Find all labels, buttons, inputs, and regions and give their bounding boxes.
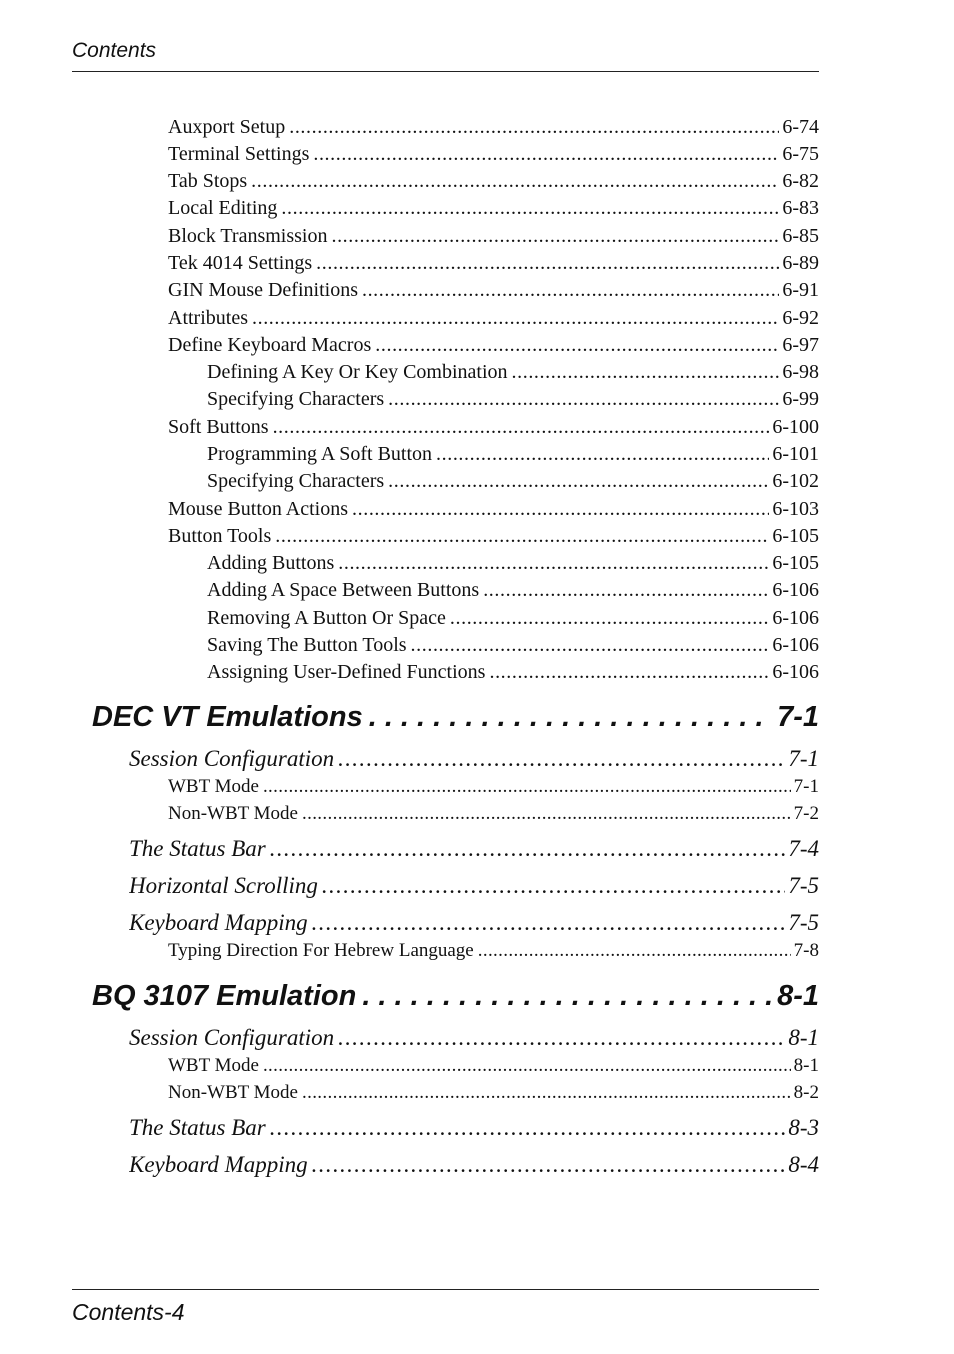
- toc-entry-page: 8-2: [793, 1082, 819, 1103]
- toc-entry-title: Block Transmission: [168, 225, 328, 247]
- toc-entry-title: WBT Mode: [168, 776, 259, 797]
- dot-leader: [450, 605, 769, 631]
- toc-entry-page: 6-82: [782, 170, 819, 192]
- toc-entry[interactable]: [129, 1023, 819, 1053]
- toc-entry-title: Button Tools: [168, 525, 272, 547]
- toc-entry-page: 6-106: [772, 661, 819, 683]
- dot-leader: [322, 871, 785, 901]
- toc-entry[interactable]: [168, 774, 819, 800]
- toc-entry-page: 6-101: [772, 443, 819, 465]
- toc-entry[interactable]: [129, 744, 819, 774]
- dot-leader: [270, 834, 786, 864]
- toc-entry-title: Define Keyboard Macros: [168, 334, 372, 356]
- toc-entry-page: 6-85: [782, 225, 819, 247]
- toc-entry[interactable]: [168, 223, 819, 249]
- toc-entry-title: Removing A Button Or Space: [207, 607, 446, 629]
- dot-leader: [273, 414, 770, 440]
- toc-entry-page: 8-3: [788, 1115, 819, 1140]
- toc-entry-page: 7-5: [788, 873, 819, 898]
- toc-entry-title: Soft Buttons: [168, 416, 269, 438]
- dot-leader: [436, 441, 769, 467]
- dot-leader: [375, 332, 779, 358]
- dot-leader: [352, 496, 769, 522]
- dot-leader: [338, 550, 769, 576]
- toc-entry-title: WBT Mode: [168, 1055, 259, 1076]
- toc-entry-page: 6-99: [782, 388, 819, 410]
- toc-entry[interactable]: [168, 496, 819, 522]
- toc-entry[interactable]: [168, 277, 819, 303]
- toc-entry[interactable]: [207, 468, 819, 494]
- toc-entry-page: 6-100: [772, 416, 819, 438]
- toc-entry-page: 6-89: [782, 252, 819, 274]
- dot-leader: [369, 697, 771, 737]
- toc-entry-page: 7-8: [793, 940, 819, 961]
- toc-entry[interactable]: [168, 801, 819, 827]
- toc-entry[interactable]: [129, 834, 819, 864]
- toc-entry-title: Non-WBT Mode: [168, 1082, 298, 1103]
- toc-entry[interactable]: [129, 871, 819, 901]
- dot-leader: [362, 976, 771, 1016]
- toc-entry-page: 7-1: [788, 746, 819, 771]
- toc-entry[interactable]: [168, 114, 819, 140]
- dot-leader: [489, 659, 769, 685]
- toc-entry-title: Programming A Soft Button: [207, 443, 433, 465]
- toc-entry-page: 6-75: [782, 143, 819, 165]
- toc-entry-title: Adding Buttons: [207, 552, 335, 574]
- toc-entry[interactable]: [207, 359, 819, 385]
- toc-entry[interactable]: [168, 250, 819, 276]
- dot-leader: [388, 468, 769, 494]
- dot-leader: [252, 305, 779, 331]
- toc-entry-title: Tab Stops: [168, 170, 248, 192]
- toc-entry-page: 6-91: [782, 279, 819, 301]
- toc-entry-title: Keyboard Mapping: [129, 910, 308, 935]
- toc-entry[interactable]: [207, 632, 819, 658]
- toc-entry-title: The Status Bar: [129, 1115, 266, 1140]
- toc-entry[interactable]: [168, 305, 819, 331]
- toc-entry[interactable]: [168, 332, 819, 358]
- page-number: Contents-4: [72, 1299, 185, 1325]
- toc-entry[interactable]: [92, 697, 819, 737]
- toc-entry[interactable]: [168, 141, 819, 167]
- dot-leader: [313, 141, 779, 167]
- toc-entry-title: The Status Bar: [129, 836, 266, 861]
- dot-leader: [362, 277, 779, 303]
- toc-entry-page: 8-1: [793, 1055, 819, 1076]
- toc-entry-page: 7-1: [777, 701, 819, 733]
- toc-entry[interactable]: [168, 1053, 819, 1079]
- toc-entry-page: 6-97: [782, 334, 819, 356]
- dot-leader: [263, 774, 791, 800]
- toc-entry-title: Keyboard Mapping: [129, 1152, 308, 1177]
- dot-leader: [270, 1113, 786, 1143]
- dot-leader: [263, 1053, 791, 1079]
- dot-leader: [338, 744, 785, 774]
- dot-leader: [312, 908, 786, 938]
- toc-entry-title: Local Editing: [168, 197, 278, 219]
- dot-leader: [281, 195, 779, 221]
- toc-entry-page: 6-105: [772, 525, 819, 547]
- dot-leader: [388, 386, 779, 412]
- toc-entry-title: Mouse Button Actions: [168, 498, 349, 520]
- toc-entry-page: 6-102: [772, 470, 819, 492]
- dot-leader: [411, 632, 770, 658]
- toc-entry-title: Non-WBT Mode: [168, 803, 298, 824]
- toc-entry-title: Typing Direction For Hebrew Language: [168, 940, 474, 961]
- dot-leader: [483, 577, 769, 603]
- toc-entry-title: BQ 3107 Emulation: [92, 980, 357, 1012]
- toc-entry-title: DEC VT Emulations: [92, 701, 363, 733]
- toc-entry-page: 7-2: [793, 803, 819, 824]
- dot-leader: [331, 223, 779, 249]
- toc-entry-page: 6-83: [782, 197, 819, 219]
- toc-entry-page: 8-4: [788, 1152, 819, 1177]
- dot-leader: [478, 938, 791, 964]
- toc-entry-title: Session Configuration: [129, 746, 335, 771]
- toc-entry-title: Adding A Space Between Buttons: [207, 579, 480, 601]
- toc-entry[interactable]: [168, 195, 819, 221]
- toc-entry-title: Saving The Button Tools: [207, 634, 407, 656]
- toc-entry[interactable]: [129, 1113, 819, 1143]
- dot-leader: [251, 168, 779, 194]
- toc-entry-title: GIN Mouse Definitions: [168, 279, 358, 301]
- running-header: Contents: [72, 39, 157, 62]
- dot-leader: [275, 523, 769, 549]
- toc-entry-page: 6-98: [782, 361, 819, 383]
- toc-entry[interactable]: [207, 550, 819, 576]
- toc-entry-title: Assigning User-Defined Functions: [207, 661, 486, 683]
- toc-entry-page: 6-106: [772, 579, 819, 601]
- toc-entry[interactable]: [168, 414, 819, 440]
- toc-entry-page: 6-74: [782, 116, 819, 138]
- dot-leader: [302, 801, 791, 827]
- toc-entry-page: 8-1: [777, 980, 819, 1012]
- dot-leader: [316, 250, 779, 276]
- toc-entry-title: Horizontal Scrolling: [129, 873, 318, 898]
- dot-leader: [289, 114, 779, 140]
- toc-entry-page: 6-92: [782, 307, 819, 329]
- toc-entry[interactable]: [207, 605, 819, 631]
- dot-leader: [302, 1080, 791, 1106]
- toc-entry-page: 7-4: [788, 836, 819, 861]
- toc-entry-page: 7-1: [793, 776, 819, 797]
- toc-entry[interactable]: [168, 1080, 819, 1106]
- toc-entry[interactable]: [168, 168, 819, 194]
- toc-entry[interactable]: [168, 938, 819, 964]
- toc-entry-title: Tek 4014 Settings: [168, 252, 313, 274]
- toc-entry[interactable]: [207, 577, 819, 603]
- toc-entry[interactable]: [129, 1150, 819, 1180]
- toc-entry-title: Terminal Settings: [168, 143, 310, 165]
- footer-rule: [72, 1289, 819, 1290]
- toc-entry-page: 6-106: [772, 607, 819, 629]
- toc-entry[interactable]: [207, 386, 819, 412]
- toc-entry-title: Specifying Characters: [207, 470, 385, 492]
- toc-entry-page: 6-106: [772, 634, 819, 656]
- toc-entry[interactable]: [129, 908, 819, 938]
- toc-entry-title: Session Configuration: [129, 1025, 335, 1050]
- toc-entry[interactable]: [168, 523, 819, 549]
- toc-entry-page: 8-1: [788, 1025, 819, 1050]
- toc-entry-page: 7-5: [788, 910, 819, 935]
- toc-entry[interactable]: [207, 441, 819, 467]
- toc-entry-page: 6-103: [772, 498, 819, 520]
- toc-entry-title: Auxport Setup: [168, 116, 286, 138]
- dot-leader: [312, 1150, 786, 1180]
- toc-entry-title: Attributes: [168, 307, 248, 329]
- toc-entry[interactable]: [207, 659, 819, 685]
- toc-entry-title: Specifying Characters: [207, 388, 385, 410]
- dot-leader: [512, 359, 780, 385]
- toc-entry-page: 6-105: [772, 552, 819, 574]
- toc-entry[interactable]: [92, 976, 819, 1016]
- dot-leader: [338, 1023, 785, 1053]
- toc-entry-title: Defining A Key Or Key Combination: [207, 361, 508, 383]
